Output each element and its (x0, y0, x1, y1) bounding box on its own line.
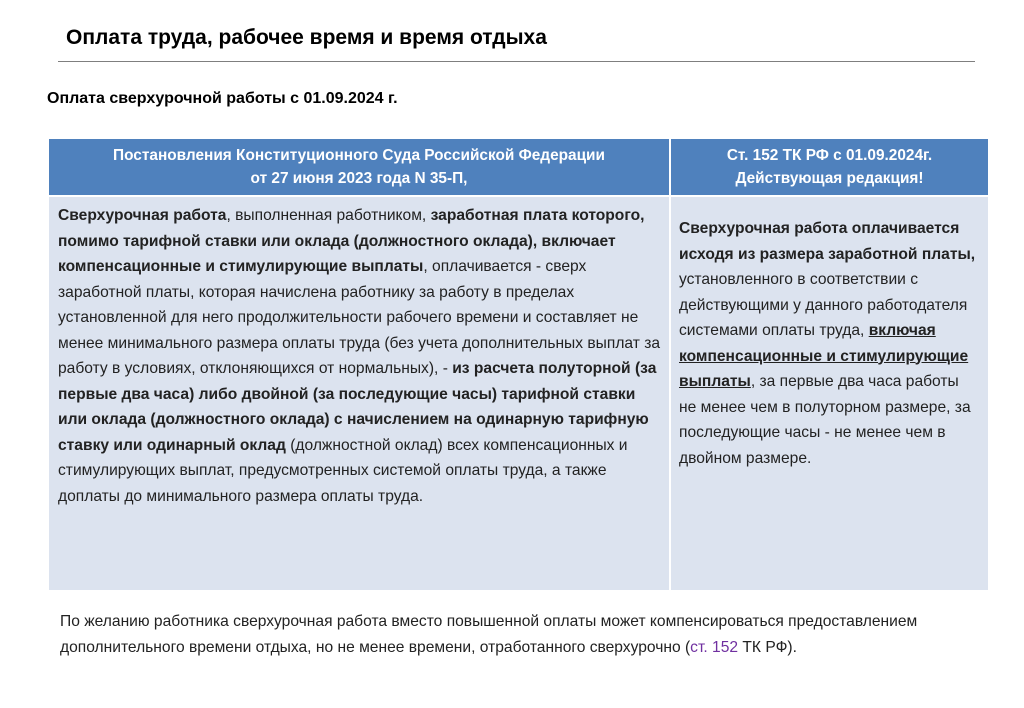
title-divider (58, 61, 975, 62)
section-subtitle: Оплата сверхурочной работы с 01.09.2024 г. (47, 90, 398, 107)
left-bold-2: заработная плата которого, помимо тарифной ставки или оклада (должностного оклада), включает компенсационные и стимулирующие выплаты (58, 207, 645, 275)
right-header-line-1: Ст. 152 ТК РФ с 01.09.2024г. (726, 147, 933, 164)
left-bold-3: из расчета полуторной (за первые два часа) либо двойной (за последующие часы) тарифной ставки или оклада (должностного оклада) с начислением на одинарную тарифную ставку или одинарный оклад (58, 360, 657, 454)
right-header-line-2: Действующая редакция! (735, 170, 924, 187)
right-cell (671, 197, 988, 590)
left-cell (49, 197, 669, 590)
left-text-3: (должностной оклад) всех компенсационных и стимулирующих выплат, предусмотренных системой оплаты труда, а также доплаты до минимального размера оплаты труда. (58, 436, 628, 505)
article-link[interactable]: ст. 152 (690, 638, 739, 656)
right-bold-underlined: включая компенсационные и стимулирующие выплаты (679, 322, 969, 390)
left-text-1: , выполненная работником, (226, 207, 431, 224)
left-header-line-1: Постановления Конституционного Суда Российской Федерации (113, 147, 605, 164)
left-text-2: , оплачивается - сверх заработной платы, которая начислена работнику за работу в пределах установленной для него продолжительности рабочего времени и составляет не менее минимального размера оплаты труда (без учета дополнительных выплат за работу в условиях, отклоняющихся от нормальных), - (58, 258, 661, 377)
table-body-row (49, 197, 988, 590)
right-column-header (671, 139, 988, 195)
page-title: Оплата труда, рабочее время и время отдыха (66, 26, 547, 49)
right-text-1: установленного в соответствии с действующими у данного работодателя системами оплаты труда, (679, 271, 968, 339)
left-bold-1: Сверхурочная работа (58, 207, 227, 224)
left-header-line-2: от 27 июня 2023 года N 35-П, (250, 170, 468, 187)
comparison-table (47, 137, 990, 592)
footnote-text: По желанию работника сверхурочная работа вместо повышенной оплаты может компенсироваться предоставлением дополнительного времени отдыха, но не менее времени, отработанного сверхурочно ( (60, 613, 918, 656)
right-text-2: , за первые два часа работы не менее чем в полуторном размере, за последующие часы - не менее чем в двойном размере. (679, 373, 971, 467)
footnote-suffix: ТК РФ). (738, 638, 797, 656)
left-column-header (49, 139, 669, 195)
right-bold-1: Сверхурочная работа оплачивается исходя из размера заработной платы, (679, 220, 976, 263)
table-header-row (49, 139, 988, 195)
footnote (60, 609, 1010, 660)
